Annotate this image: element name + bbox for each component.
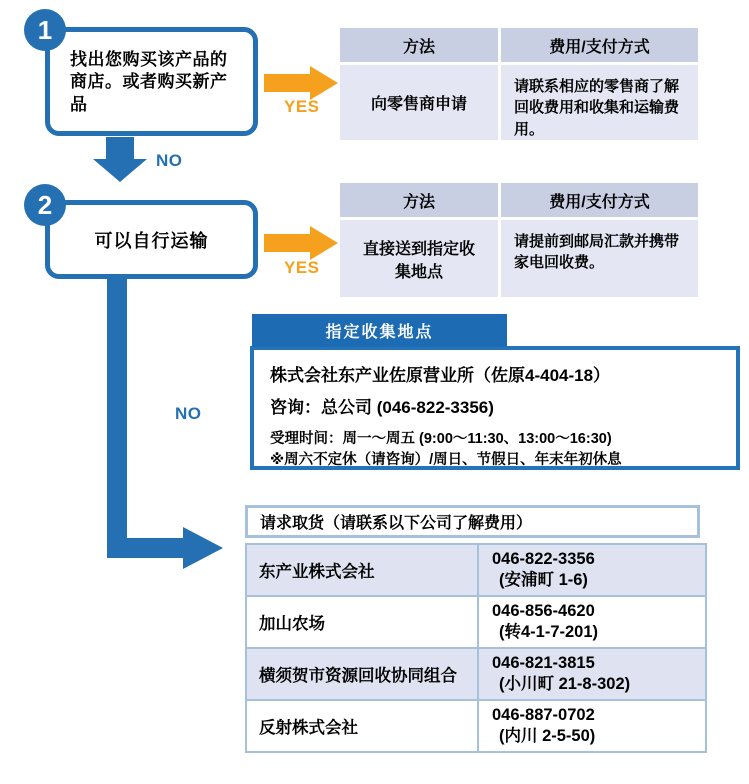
table-row	[246, 700, 706, 752]
collection-point-hours: 受理时间：周一～周五 (9:00～11:30、13:00～16:30)	[270, 431, 612, 447]
no-elbow-horizontal-line	[107, 538, 183, 558]
step-2-box	[45, 200, 258, 279]
no-elbow-vertical-line	[107, 278, 127, 558]
no-label-1: NO	[156, 151, 183, 170]
collection-point-closed-days: ※周六不定休（请咨询）/周日、节假日、年末年初休息	[270, 452, 622, 468]
yes-arrow-1-head	[310, 66, 338, 100]
yes-arrow-2-shaft	[264, 234, 310, 252]
pickup-company: 反射株式会社	[246, 700, 478, 752]
self-transport-table-fee-cell: 请提前到邮局汇款并携带家电回收费。	[501, 220, 698, 297]
retailer-table-fee-cell: 请联系相应的零售商了解回收费用和收集和运输费用。	[501, 65, 698, 140]
self-transport-table-header-fee: 费用/支付方式	[501, 183, 698, 217]
pickup-phone: 046-822-3356	[492, 549, 595, 568]
pickup-table	[245, 543, 707, 753]
collection-point-tab: 指定收集地点	[252, 314, 507, 347]
pickup-phone: 046-887-0702	[492, 705, 595, 724]
pickup-phone: 046-821-3815	[492, 653, 595, 672]
collection-point-contact: 咨询：总公司 (046-822-3356)	[270, 398, 494, 417]
pickup-company: 横须贺市资源回收协同组合	[246, 648, 478, 700]
pickup-phone-cell	[478, 700, 706, 752]
self-transport-table	[340, 183, 698, 297]
collection-point-box	[250, 346, 740, 470]
pickup-address: (转4-1-7-201)	[499, 623, 599, 641]
retailer-table-header-method: 方法	[340, 28, 498, 62]
collection-point-name: 株式会社东产业佐原营业所（佐原4-404-18）	[270, 366, 611, 385]
step-2-number-badge: 2	[24, 184, 66, 226]
pickup-phone: 046-856-4620	[492, 601, 595, 620]
step-1-box	[45, 27, 258, 136]
table-row	[246, 596, 706, 648]
yes-arrow-2-head	[310, 226, 338, 260]
pickup-phone-cell	[478, 596, 706, 648]
retailer-table-method-cell: 向零售商申请	[340, 65, 498, 140]
pickup-address: (安浦町 1-6)	[499, 571, 588, 589]
pickup-company: 加山农场	[246, 596, 478, 648]
yes-label-2: YES	[284, 258, 320, 277]
no-label-2: NO	[175, 404, 202, 423]
step-1-number-badge: 1	[24, 9, 66, 51]
pickup-company: 东产业株式会社	[246, 544, 478, 596]
yes-label-1: YES	[284, 97, 320, 116]
no-arrow-1-shaft	[106, 137, 134, 160]
yes-arrow-1-shaft	[264, 74, 310, 92]
retailer-table-header-fee: 费用/支付方式	[501, 28, 698, 62]
pickup-address: (小川町 21-8-302)	[499, 675, 631, 693]
pickup-phone-cell	[478, 648, 706, 700]
self-transport-table-method-cell: 直接送到指定收集地点	[340, 220, 498, 297]
table-row	[246, 544, 706, 596]
table-row	[246, 648, 706, 700]
no-arrow-1-head	[93, 159, 147, 182]
pickup-phone-cell	[478, 544, 706, 596]
retailer-table	[340, 28, 698, 140]
self-transport-table-header-method: 方法	[340, 183, 498, 217]
no-elbow-arrow-head	[183, 527, 223, 569]
step-2-text: 可以自行运输	[94, 230, 209, 251]
step-1-text: 找出您购买该产品的商店。或者购买新产品	[70, 50, 228, 114]
pickup-address: (内川 2-5-50)	[499, 727, 596, 745]
pickup-table-title: 请求取货（请联系以下公司了解费用）	[245, 505, 700, 538]
